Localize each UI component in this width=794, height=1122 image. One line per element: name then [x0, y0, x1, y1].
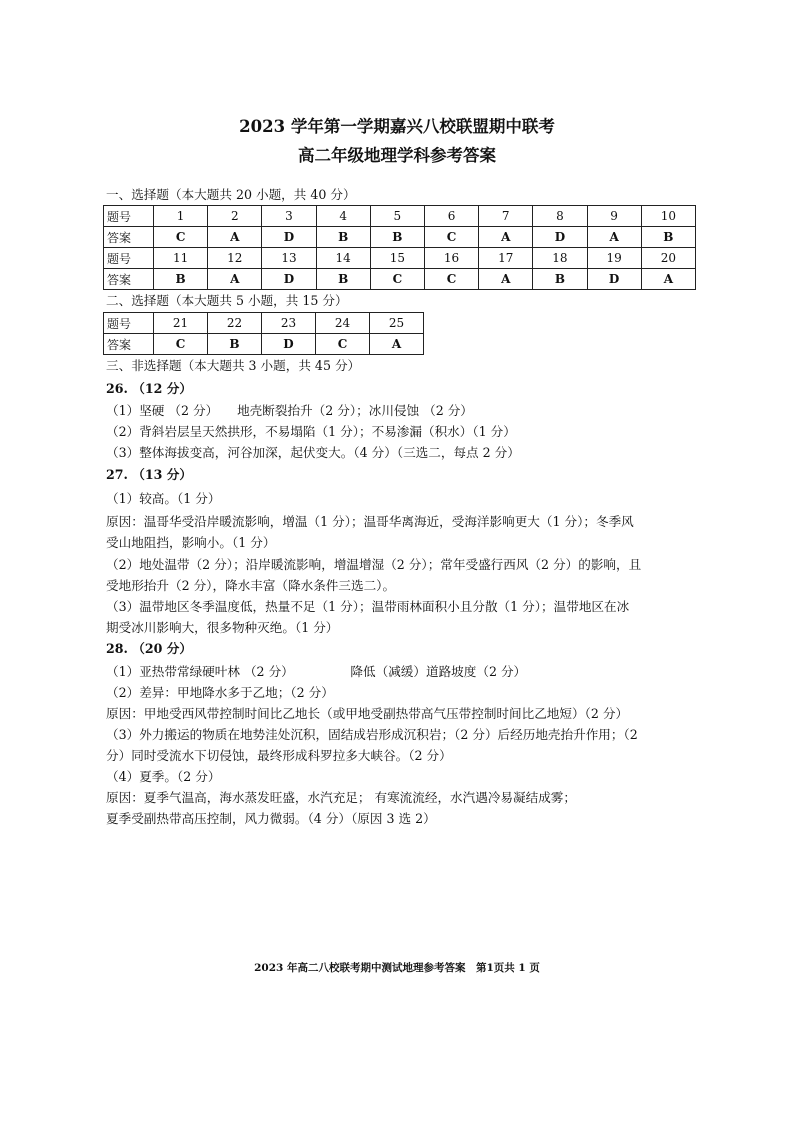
row-label-question: 题号	[104, 248, 154, 269]
q28-line: （1）亚热带常绿硬叶林 （2 分） 降低（减缓）道路坡度（2 分）	[106, 664, 527, 679]
answer-cell: D	[533, 227, 587, 248]
answer-cell: A	[370, 334, 424, 355]
question-number: 11	[154, 248, 208, 269]
q27-line: 受地形抬升（2 分），降水丰富（降水条件三选二）。	[106, 578, 396, 593]
question-number: 1	[154, 206, 208, 227]
answer-cell: D	[262, 269, 316, 290]
answer-cell: C	[154, 227, 208, 248]
question-number: 10	[641, 206, 695, 227]
q28-line: （3）外力搬运的物质在地势洼处沉积，固结成岩形成沉积岩；（2 分）后经历地壳抬升作用；（2	[106, 727, 638, 742]
q27-line: 原因：温哥华受沿岸暖流影响，增温（1 分）；温哥华离海近，受海洋影响更大（1 分）；冬季风	[106, 514, 634, 529]
question-number: 4	[316, 206, 370, 227]
question-number: 2	[208, 206, 262, 227]
answer-cell: A	[208, 227, 262, 248]
question-number: 14	[316, 248, 370, 269]
q28-line: （4）夏季。（2 分）	[106, 769, 221, 784]
row-label-answer: 答案	[104, 334, 154, 355]
answer-table-2	[103, 312, 424, 355]
row-label-question: 题号	[104, 313, 154, 334]
question-number: 21	[154, 313, 208, 334]
answer-cell: A	[479, 269, 533, 290]
q27-line: 期受冰川影响大，很多物种灭绝。（1 分）	[106, 620, 339, 635]
table-row	[104, 313, 424, 334]
answer-cell: A	[641, 269, 695, 290]
answer-cell: C	[154, 334, 208, 355]
answer-table-1	[103, 205, 696, 290]
question-number: 18	[533, 248, 587, 269]
q27-line: （3）温带地区冬季温度低，热量不足（1 分）；温带雨林面积小且分散（1 分）；温带地区在冰	[106, 599, 630, 614]
row-label-question: 题号	[104, 206, 154, 227]
q27-line: 受山地阻挡，影响小。（1 分）	[106, 535, 276, 550]
question-number: 12	[208, 248, 262, 269]
q27-header: 27. （13 分）	[106, 467, 192, 482]
question-number: 8	[533, 206, 587, 227]
question-number: 16	[424, 248, 478, 269]
answer-cell: C	[316, 334, 370, 355]
question-number: 24	[316, 313, 370, 334]
q27-line: （2）地处温带（2 分）；沿岸暖流影响，增温增湿（2 分）；常年受盛行西风（2 分）的影响，且	[106, 557, 642, 572]
answer-cell: C	[370, 269, 424, 290]
q26-line: （3）整体海拔变高，河谷加深，起伏变大。（4 分）（三选二，每点 2 分）	[106, 445, 520, 460]
q28-line: 分）同时受流水下切侵蚀，最终形成科罗拉多大峡谷。（2 分）	[106, 748, 452, 763]
answer-cell: B	[316, 269, 370, 290]
section1-heading: 一、选择题（本大题共 20 小题，共 40 分）	[106, 187, 356, 202]
q28-header: 28. （20 分）	[106, 641, 192, 656]
question-number: 22	[208, 313, 262, 334]
question-number: 13	[262, 248, 316, 269]
q28-line: 原因：甲地受西风带控制时间比乙地长（或甲地受副热带高气压带控制时间比乙地短）（2 分）	[106, 706, 629, 721]
row-label-answer: 答案	[104, 227, 154, 248]
q27-line: （1）较高。（1 分）	[106, 491, 221, 506]
table-row	[104, 206, 696, 227]
table-row	[104, 334, 424, 355]
answer-cell: B	[533, 269, 587, 290]
answer-cell: C	[424, 227, 478, 248]
answer-cell: B	[154, 269, 208, 290]
section2-heading: 二、选择题（本大题共 5 小题，共 15 分）	[106, 293, 348, 308]
answer-cell: A	[208, 269, 262, 290]
answer-cell: A	[479, 227, 533, 248]
row-label-answer: 答案	[104, 269, 154, 290]
question-number: 23	[262, 313, 316, 334]
answer-cell: D	[587, 269, 641, 290]
q26-line: （1）坚硬 （2 分） 地壳断裂抬升（2 分）；冰川侵蚀 （2 分）	[106, 403, 473, 418]
question-number: 20	[641, 248, 695, 269]
answer-cell: B	[208, 334, 262, 355]
table-row	[104, 227, 696, 248]
q28-line: （2）差异：甲地降水多于乙地；（2 分）	[106, 685, 334, 700]
q28-line: 原因：夏季气温高，海水蒸发旺盛，水汽充足； 有寒流流经，水汽遇冷易凝结成雾；	[106, 790, 576, 805]
answer-cell: D	[262, 334, 316, 355]
table-row	[104, 269, 696, 290]
question-number: 9	[587, 206, 641, 227]
question-number: 19	[587, 248, 641, 269]
section3-heading: 三、非选择题（本大题共 3 小题，共 45 分）	[106, 358, 361, 373]
page-footer: 2023 年高二八校联考期中测试地理参考答案 第1页共 1 页	[254, 962, 540, 974]
answer-cell: A	[587, 227, 641, 248]
question-number: 6	[424, 206, 478, 227]
question-number: 3	[262, 206, 316, 227]
question-number: 7	[479, 206, 533, 227]
question-number: 25	[370, 313, 424, 334]
question-number: 17	[479, 248, 533, 269]
document-title-line2: 高二年级地理学科参考答案	[298, 146, 496, 165]
q26-line: （2）背斜岩层呈天然拱形，不易塌陷（1 分）；不易渗漏（积水）（1 分）	[106, 424, 516, 439]
answer-cell: D	[262, 227, 316, 248]
answer-cell: B	[316, 227, 370, 248]
q26-header: 26. （12 分）	[106, 381, 192, 396]
table-row	[104, 248, 696, 269]
q28-line: 夏季受副热带高压控制，风力微弱。（4 分）（原因 3 选 2）	[106, 811, 436, 826]
answer-cell: B	[641, 227, 695, 248]
document-title-line1: 2023 学年第一学期嘉兴八校联盟期中联考	[239, 117, 555, 136]
answer-cell: C	[424, 269, 478, 290]
answer-cell: B	[370, 227, 424, 248]
question-number: 5	[370, 206, 424, 227]
question-number: 15	[370, 248, 424, 269]
